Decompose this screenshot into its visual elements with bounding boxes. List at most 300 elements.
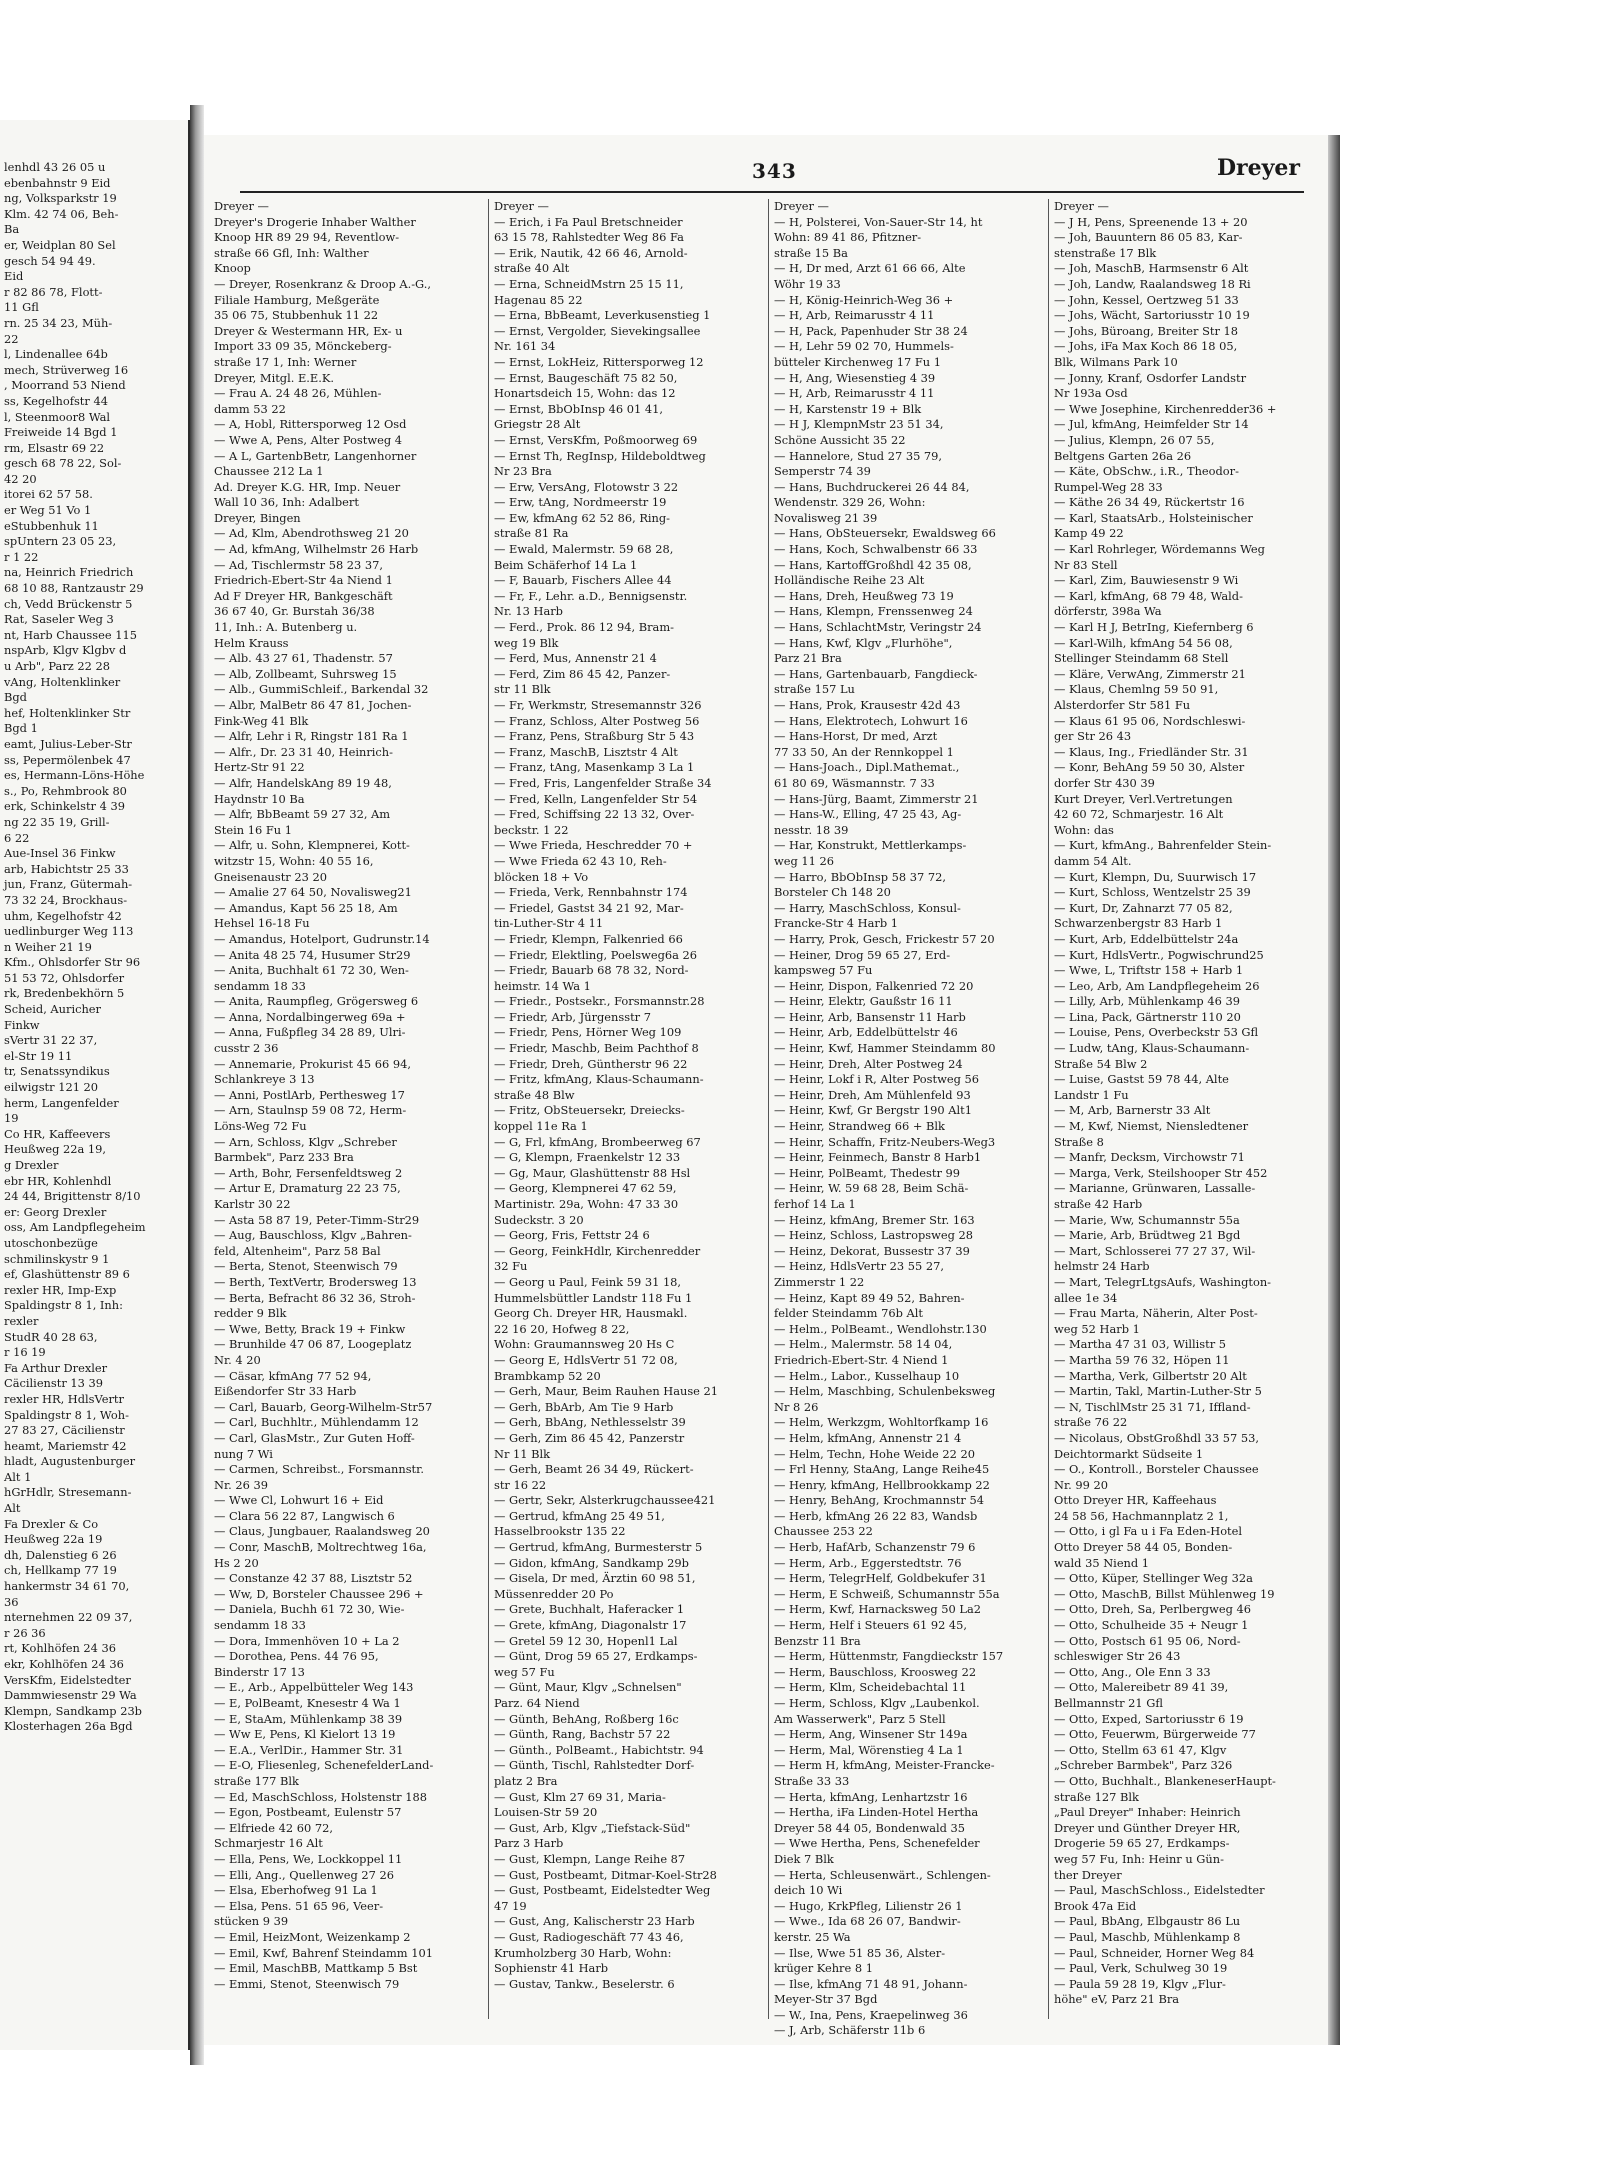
directory-entry: — Günth, BehAng, Roßberg 16c: [494, 1711, 679, 1726]
directory-entry: — Mart, Schlosserei 77 27 37, Wil-: [1054, 1243, 1256, 1258]
directory-entry: — Hans-Horst, Dr med, Arzt: [774, 729, 938, 744]
directory-entry: Wall 10 36, Inh: Adalbert: [214, 495, 359, 510]
directory-entry: — Gisela, Dr med, Ärztin 60 98 51,: [494, 1571, 696, 1586]
directory-entry: Nr 193a Osd: [1054, 386, 1128, 401]
facing-page-line: ekr, Kohlhöfen 24 36: [4, 1657, 124, 1671]
directory-entry: — Hertha, iFa Linden-Hotel Hertha: [774, 1805, 979, 1820]
directory-entry: — Wwe Hertha, Pens, Schenefelder: [774, 1836, 980, 1851]
column-entries: [214, 215, 482, 1993]
facing-page-line: Fa Drexler & Co: [4, 1516, 99, 1531]
directory-entry: — Klaus, Chemlng 59 50 91,: [1054, 682, 1219, 697]
facing-page-line: Aue-Insel 36 Finkw: [4, 846, 116, 861]
directory-entry: straße 157 Lu: [774, 682, 855, 697]
facing-page-line: u Arb", Parz 22 28: [4, 659, 111, 673]
directory-entry: — Claus, Jungbauer, Raalandsweg 20: [214, 1524, 430, 1539]
facing-page-line: uhm, Kegelhofstr 42: [4, 908, 122, 923]
directory-entry: — Wwe Frieda, Heschredder 70 +: [494, 838, 693, 853]
directory-entry: — Dora, Immenhöven 10 + La 2: [214, 1633, 400, 1648]
facing-page-line: ebr HR, Kohlenhdl: [4, 1173, 112, 1188]
directory-entry: Binderstr 17 13: [214, 1664, 305, 1679]
directory-entry: — Herm H, kfmAng, Meister-Francke-: [774, 1758, 995, 1773]
facing-page-line: Freiweide 14 Bgd 1: [4, 425, 118, 440]
directory-entry: Francke-Str 4 Harb 1: [774, 916, 898, 931]
directory-entry: — Otto, Dreh, Sa, Perlbergweg 46: [1054, 1602, 1251, 1617]
column-entries: [774, 215, 1042, 2039]
facing-page-line: Kfm., Ohlsdorfer Str 96: [4, 955, 141, 970]
directory-entry: — Brunhilde 47 06 87, Loogeplatz: [214, 1337, 412, 1352]
directory-entry: — Gust, Postbeamt, Eidelstedter Weg: [494, 1883, 711, 1898]
directory-entry: — Emil, Kwf, Bahrenf Steindamm 101: [214, 1945, 433, 1960]
page-edge: [1328, 135, 1340, 2045]
directory-entry: — Har, Konstrukt, Mettlerkamps-: [774, 838, 967, 853]
facing-page-line: heamt, Mariemstr 42: [4, 1438, 127, 1453]
directory-entry: — Karl-Wilh, kfmAng 54 56 08,: [1054, 635, 1233, 650]
directory-entry: — Friedr, Elektling, Poelsweg6a 26: [494, 947, 698, 962]
directory-entry: — Frau Marta, Näherin, Alter Post-: [1054, 1306, 1258, 1321]
directory-entry: — Kurt, Klempn, Du, Suurwisch 17: [1054, 869, 1257, 884]
facing-page-line: es, Hermann-Löns-Höhe: [4, 768, 145, 783]
directory-entry: — H J, KlempnMstr 23 51 34,: [774, 417, 944, 432]
directory-entry: — E., Arb., Appelbütteler Weg 143: [214, 1680, 414, 1695]
directory-entry: — Alfr, BbBeamt 59 27 32, Am: [214, 807, 391, 822]
directory-entry: — John, Kessel, Oertzweg 51 33: [1054, 292, 1239, 307]
column-header: Dreyer —: [774, 199, 829, 213]
directory-entry: — Heinr, Lokf i R, Alter Postweg 56: [774, 1072, 979, 1087]
directory-entry: — Käte, ObSchw., i.R., Theodor-: [1054, 464, 1239, 479]
directory-entry: Nr. 99 20: [1054, 1477, 1109, 1492]
directory-entry: — Paul, BbAng, Elbgaustr 86 Lu: [1054, 1914, 1241, 1929]
facing-page-line: Co HR, Kaffeevers: [4, 1126, 111, 1141]
directory-entry: — Erich, i Fa Paul Bretschneider: [494, 214, 683, 229]
directory-entry: — Otto, MaschB, Billst Mühlenweg 19: [1054, 1586, 1275, 1601]
directory-entry: kampsweg 57 Fu: [774, 963, 873, 978]
facing-page-line: Bgd: [4, 690, 27, 705]
directory-entry: — Cäsar, kfmAng 77 52 94,: [214, 1368, 372, 1383]
directory-entry: 11, Inh.: A. Butenberg u.: [214, 620, 358, 635]
directory-entry: straße 42 Harb: [1054, 1197, 1143, 1211]
directory-entry: Friedrich-Ebert-Str 4a Niend 1: [214, 573, 393, 588]
directory-entry: — Herm, Helf i Steuers 61 92 45,: [774, 1618, 968, 1633]
directory-entry: — Dorothea, Pens. 44 76 95,: [214, 1649, 379, 1664]
directory-entry: — Fred, Fris, Langenfelder Straße 34: [494, 775, 712, 790]
directory-entry: Novalisweg 21 39: [774, 510, 878, 525]
directory-entry: — M, Arb, Barnerstr 33 Alt: [1054, 1103, 1211, 1118]
directory-entry: Knoop HR 89 29 94, Reventlow-: [214, 230, 400, 245]
directory-entry: — Friedel, Gastst 34 21 92, Mar-: [494, 900, 684, 915]
directory-entry: — Clara 56 22 87, Langwisch 6: [214, 1508, 395, 1523]
directory-entry: 32 Fu: [494, 1259, 528, 1274]
directory-entry: — Elfriede 42 60 72,: [214, 1820, 334, 1835]
directory-entry: nesstr. 18 39: [774, 822, 849, 837]
directory-entry: — Paul, MaschSchloss., Eidelstedter: [1054, 1883, 1265, 1898]
directory-entry: — Ferd., Prok. 86 12 94, Bram-: [494, 620, 674, 635]
directory-entry: Hs 2 20: [214, 1555, 259, 1570]
directory-entry: Helm Krauss: [214, 635, 289, 650]
directory-entry: — Alfr, u. Sohn, Klempnerei, Kott-: [214, 838, 410, 853]
column-header: Dreyer —: [214, 199, 269, 213]
directory-entry: — H, Lehr 59 02 70, Hummels-: [774, 339, 954, 354]
directory-entry: Parz. 64 Niend: [494, 1696, 580, 1710]
directory-entry: — Otto, Stellm 63 61 47, Klgv: [1054, 1742, 1227, 1757]
directory-entry: — J H, Pens, Spreenende 13 + 20: [1054, 214, 1248, 229]
facing-page-line: rexler: [4, 1313, 39, 1328]
directory-entry: Martinistr. 29a, Wohn: 47 33 30: [494, 1197, 679, 1211]
directory-entry: — Georg E, HdlsVertr 51 72 08,: [494, 1352, 678, 1367]
directory-entry: — Johs, Büroang, Breiter Str 18: [1054, 323, 1239, 338]
directory-entry: — Emil, MaschBB, Mattkamp 5 Bst: [214, 1961, 418, 1976]
facing-page-line: eStubbenhuk 11: [4, 518, 99, 533]
directory-entry: straße 127 Blk: [1054, 1789, 1139, 1804]
directory-entry: — G, Klempn, Fraenkelstr 12 33: [494, 1150, 681, 1165]
directory-entry: Otto Dreyer 58 44 05, Bonden-: [1054, 1540, 1233, 1555]
directory-entry: — Georg, Klempnerei 47 62 59,: [494, 1181, 677, 1196]
directory-entry: — Kurt, Schloss, Wentzelstr 25 39: [1054, 885, 1251, 900]
directory-entry: — Carl, GlasMstr., Zur Guten Hoff-: [214, 1430, 415, 1445]
facing-page-line: Heußweg 22a 19,: [4, 1142, 107, 1157]
directory-entry: — Hans, KartoffGroßhdl 42 35 08,: [774, 557, 972, 572]
facing-page-line: jun, Franz, Gütermah-: [4, 877, 133, 892]
directory-entry: — Heinr, Dreh, Alter Postweg 24: [774, 1056, 963, 1071]
directory-entry: — Hans, Koch, Schwalbenstr 66 33: [774, 542, 978, 557]
directory-entry: — Fr, Werkmstr, Stresemannstr 326: [494, 698, 702, 712]
directory-entry: — Heinr, Elektr, Gaußstr 16 11: [774, 994, 953, 1009]
directory-entry: Beim Schäferhof 14 La 1: [494, 557, 638, 572]
directory-entry: — Julius, Klempn, 26 07 55,: [1054, 432, 1215, 447]
column-header: Dreyer —: [494, 199, 549, 213]
facing-page-line: , Moorrand 53 Niend: [4, 378, 126, 393]
directory-entry: — Ilse, kfmAng 71 48 91, Johann-: [774, 1976, 968, 1991]
directory-entry: — H, Pack, Papenhuder Str 38 24: [774, 323, 968, 338]
directory-entry: — Otto, Ang., Ole Enn 3 33: [1054, 1664, 1211, 1679]
directory-entry: — Marie, Ww, Schumannstr 55a: [1054, 1212, 1240, 1227]
facing-page-line: 27 83 27, Cäcilienstr: [4, 1423, 125, 1438]
directory-entry: — Herm, Klm, Scheidebachtal 11: [774, 1680, 967, 1695]
directory-entry: straße 40 Alt: [494, 261, 570, 276]
directory-entry: — Arth, Bohr, Fersenfeldtsweg 2: [214, 1165, 403, 1180]
directory-entry: witzstr 15, Wohn: 40 55 16,: [214, 853, 374, 868]
directory-entry: Nr 11 Blk: [494, 1446, 551, 1461]
facing-page-line: Fa Arthur Drexler: [4, 1360, 108, 1375]
facing-page-line: 6 22: [4, 830, 30, 845]
facing-page-line: mech, Strüverweg 16: [4, 362, 129, 377]
directory-entry: Eißendorfer Str 33 Harb: [214, 1384, 357, 1399]
directory-entry: — Kurt, kfmAng., Bahrenfelder Stein-: [1054, 838, 1272, 853]
directory-entry: — Heinz, Dekorat, Bussestr 37 39: [774, 1243, 970, 1258]
directory-entry: — Wwe, L, Triftstr 158 + Harb 1: [1054, 963, 1244, 978]
directory-entry: Am Wasserwerk", Parz 5 Stell: [774, 1711, 946, 1726]
directory-entry: — H, Ang, Wiesenstieg 4 39: [774, 370, 936, 385]
directory-entry: Dreyer's Drogerie Inhaber Walther: [214, 214, 416, 229]
directory-entry: — Heiner, Drog 59 65 27, Erd-: [774, 947, 951, 962]
directory-entry: — Ludw, tAng, Klaus-Schaumann-: [1054, 1041, 1250, 1056]
directory-entry: — E, StaAm, Mühlenkamp 38 39: [214, 1711, 403, 1726]
directory-entry: Meyer-Str 37 Bgd: [774, 1992, 878, 2007]
directory-entry: 61 80 69, Wäsmannstr. 7 33: [774, 775, 935, 790]
directory-entry: — Gertrud, kfmAng, Burmesterstr 5: [494, 1540, 703, 1555]
facing-page-line: oss, Am Landpflegeheim: [4, 1220, 146, 1235]
directory-entry: weg 11 26: [774, 853, 835, 868]
directory-entry: — Gertrud, kfmAng 25 49 51,: [494, 1508, 665, 1523]
directory-entry: — Ernst, VersKfm, Poßmoorweg 69: [494, 432, 698, 447]
directory-entry: Krumholzberg 30 Harb, Wohn:: [494, 1945, 672, 1960]
directory-entry: — Hans, Dreh, Heußweg 73 19: [774, 588, 954, 603]
directory-entry: Borsteler Ch 148 20: [774, 885, 891, 900]
directory-entry: höhe" eV, Parz 21 Bra: [1054, 1992, 1180, 2007]
directory-entry: — Grete, kfmAng, Diagonalstr 17: [494, 1618, 687, 1633]
directory-entry: — Egon, Postbeamt, Eulenstr 57: [214, 1805, 402, 1820]
directory-entry: Dreyer und Günther Dreyer HR,: [1054, 1820, 1241, 1835]
directory-entry: — A L, GartenbBetr, Langenhorner: [214, 448, 417, 463]
directory-entry: — Wwe, Betty, Brack 19 + Finkw: [214, 1321, 406, 1336]
directory-entry: — Amandus, Hotelport, Gudrunstr.14: [214, 931, 430, 946]
directory-entry: 24 58 56, Hachmannplatz 2 1,: [1054, 1508, 1229, 1523]
facing-page-line: 73 32 24, Brockhaus-: [4, 892, 128, 907]
directory-entry: — Jul, kfmAng, Heimfelder Str 14: [1054, 417, 1249, 432]
directory-entry: damm 54 Alt.: [1054, 853, 1132, 868]
directory-entry: — Günt, Drog 59 65 27, Erdkamps-: [494, 1649, 698, 1664]
directory-entry: — Hannelore, Stud 27 35 79,: [774, 448, 943, 463]
facing-page-line: Rat, Saseler Weg 3: [4, 612, 114, 627]
directory-entry: — Heinz, Kapt 89 49 52, Bahren-: [774, 1290, 965, 1305]
directory-entry: Ad F Dreyer HR, Bankgeschäft: [214, 588, 393, 603]
directory-entry: — Hans-Joach., Dipl.Mathemat.,: [774, 760, 960, 775]
facing-page-line: hankermstr 34 61 70,: [4, 1579, 130, 1594]
directory-entry: Wohn: 89 41 86, Pfitzner-: [774, 230, 922, 245]
facing-page-line: l, Lindenallee 64b: [4, 347, 108, 362]
directory-entry: Sophienstr 41 Harb: [494, 1961, 609, 1976]
directory-entry: — Heinr, Feinmech, Banstr 8 Harb1: [774, 1150, 982, 1165]
directory-entry: — Anita, Buchhalt 61 72 30, Wen-: [214, 963, 409, 978]
facing-page-line: Spaldingstr 8 1, Woh-: [4, 1407, 129, 1422]
directory-entry: — Heinr, PolBeamt, Thedestr 99: [774, 1165, 961, 1180]
directory-entry: Diek 7 Blk: [774, 1851, 834, 1866]
directory-entry: Hummelsbüttler Landstr 118 Fu 1: [494, 1290, 693, 1305]
directory-entry: — Herb, kfmAng 26 22 83, Wandsb: [774, 1508, 978, 1523]
facing-page-line: nternehmen 22 09 37,: [4, 1610, 133, 1625]
directory-entry: — Herm, TelegrHelf, Goldbekufer 31: [774, 1571, 987, 1586]
directory-entry: — Heinz, HdlsVertr 23 55 27,: [774, 1259, 944, 1274]
directory-entry: sendamm 18 33: [214, 978, 306, 993]
facing-page-line: ef, Glashüttenstr 89 6: [4, 1267, 130, 1282]
directory-entry: redder 9 Blk: [214, 1306, 287, 1321]
directory-entry: Wohn: das: [1054, 822, 1114, 837]
facing-page-line: Ba: [4, 222, 20, 237]
directory-entry: — Helm, Techn, Hohe Weide 22 20: [774, 1446, 976, 1461]
facing-page-line: eamt, Julius-Leber-Str: [4, 736, 132, 751]
facing-page-line: s., Po, Rehmbrook 80: [4, 783, 127, 798]
directory-entry: — Gust, Radiogeschäft 77 43 46,: [494, 1929, 684, 1944]
directory-entry: — Fr, F., Lehr. a.D., Bennigsenstr.: [494, 588, 688, 603]
directory-entry: Holländische Reihe 23 Alt: [774, 573, 925, 588]
directory-entry: — Wwe Cl, Lohwurt 16 + Eid: [214, 1493, 384, 1508]
directory-entry: — Otto, Buchhalt., BlankeneserHaupt-: [1054, 1773, 1276, 1788]
directory-entry: — Otto, i gl Fa u i Fa Eden-Hotel: [1054, 1524, 1243, 1539]
facing-page-line: Klempn, Sandkamp 23b: [4, 1703, 142, 1718]
directory-entry: — Albr, MalBetr 86 47 81, Jochen-: [214, 698, 412, 712]
directory-entry: — Otto, Schulheide 35 + Neugr 1: [1054, 1618, 1249, 1633]
directory-entry: Alsterdorfer Str 581 Fu: [1054, 698, 1191, 712]
directory-entry: Karlstr 30 22: [214, 1197, 291, 1211]
directory-entry: — Erna, SchneidMstrn 25 15 11,: [494, 276, 684, 291]
facing-page-line: rt, Kohlhöfen 24 36: [4, 1641, 117, 1656]
facing-page-line: spUntern 23 05 23,: [4, 534, 117, 549]
facing-page-line: erk, Schinkelstr 4 39: [4, 799, 125, 814]
facing-page-line: 22: [4, 331, 19, 346]
directory-entry: Landstr 1 Fu: [1054, 1087, 1129, 1102]
facing-page-line: Bgd 1: [4, 721, 38, 736]
directory-entry: Chaussee 253 22: [774, 1524, 873, 1539]
directory-entry: — Otto, Küper, Stellinger Weg 32a: [1054, 1571, 1253, 1586]
directory-entry: „Paul Dreyer" Inhaber: Heinrich: [1054, 1805, 1241, 1820]
directory-entry: — Georg, FeinkHdlr, Kirchenredder: [494, 1243, 701, 1258]
facing-page-line: 24 44, Brigittenstr 8/10: [4, 1189, 141, 1204]
directory-entry: heimstr. 14 Wa 1: [494, 978, 591, 993]
directory-entry: Nr 83 Stell: [1054, 557, 1118, 572]
directory-entry: Georg Ch. Dreyer HR, Hausmakl.: [494, 1306, 688, 1321]
directory-entry: Barmbek", Parz 233 Bra: [214, 1150, 354, 1165]
directory-entry: — Friedr., Postsekr., Forsmannstr.28: [494, 994, 705, 1009]
running-head: Dreyer: [1216, 155, 1300, 181]
directory-entry: — Helm, Maschbing, Schulenbeksweg: [774, 1384, 996, 1399]
directory-entry: Brook 47a Eid: [1054, 1898, 1137, 1913]
directory-entry: Kurt Dreyer, Verl.Vertretungen: [1054, 791, 1233, 806]
directory-entry: Schmarjestr 16 Alt: [214, 1836, 323, 1851]
facing-page-line: r 82 86 78, Flott-: [4, 284, 103, 299]
directory-entry: — Ad, Klm, Abendrothsweg 21 20: [214, 526, 409, 541]
directory-entry: — Aug, Bauschloss, Klgv „Bahren-: [214, 1228, 412, 1243]
directory-entry: Sudeckstr. 3 20: [494, 1212, 584, 1227]
directory-entry: Straße 54 Blw 2: [1054, 1056, 1148, 1071]
directory-entry: — Hans, ObSteuersekr, Ewaldsweg 66: [774, 526, 996, 541]
facing-page-line: el-Str 19 11: [4, 1048, 73, 1063]
directory-entry: — Emmi, Stenot, Steenwisch 79: [214, 1976, 400, 1991]
directory-entry: straße 81 Ra: [494, 526, 569, 541]
directory-entry: — Gust, Klm 27 69 31, Maria-: [494, 1789, 666, 1804]
column-divider: [768, 199, 769, 2019]
directory-entry: Zimmerstr 1 22: [774, 1274, 865, 1289]
directory-entry: Stein 16 Fu 1: [214, 822, 292, 837]
directory-entry: — Franz, Schloss, Alter Postweg 56: [494, 713, 700, 728]
directory-entry: Import 33 09 35, Mönckeberg-: [214, 339, 392, 354]
facing-page-text: [4, 160, 184, 2040]
directory-entry: — Nicolaus, ObstGroßhdl 33 57 53,: [1054, 1430, 1260, 1445]
directory-entry: felder Steindamm 76b Alt: [774, 1306, 923, 1321]
column-2: [494, 199, 762, 2019]
directory-entry: — Hans, Buchdruckerei 26 44 84,: [774, 479, 970, 494]
directory-entry: — Herm, Kwf, Harnacksweg 50 La2: [774, 1602, 982, 1617]
facing-page-line: vAng, Holtenklinker: [4, 674, 121, 689]
directory-entry: straße 76 22: [1054, 1415, 1128, 1430]
directory-entry: — Ww, D, Borsteler Chaussee 296 +: [214, 1586, 424, 1601]
directory-entry: — Heinr, Kwf, Hammer Steindamm 80: [774, 1041, 996, 1056]
directory-entry: — Conr, MaschB, Moltrechtweg 16a,: [214, 1540, 427, 1555]
facing-page-line: rk, Bredenbekhörn 5: [4, 986, 125, 1001]
column-1: [214, 199, 482, 2019]
directory-entry: Schlankreye 3 13: [214, 1072, 315, 1087]
directory-entry: — M, Kwf, Niemst, Niensledtener: [1054, 1119, 1249, 1134]
directory-entry: Deichtormarkt Südseite 1: [1054, 1446, 1204, 1461]
facing-page-line: itorei 62 57 58.: [4, 487, 93, 502]
directory-entry: — Hans-Jürg, Baamt, Zimmerstr 21: [774, 791, 979, 806]
directory-entry: — Herm, Schloss, Klgv „Laubenkol.: [774, 1696, 980, 1710]
directory-entry: Hertz-Str 91 22: [214, 760, 305, 775]
directory-entry: — Franz, MaschB, Lisztstr 4 Alt: [494, 744, 678, 759]
directory-entry: Knoop: [214, 261, 251, 276]
directory-entry: Honartsdeich 15, Wohn: das 12: [494, 386, 676, 401]
directory-entry: — Daniela, Buchh 61 72 30, Wie-: [214, 1602, 405, 1617]
directory-entry: Straße 33 33: [774, 1773, 850, 1788]
directory-entry: — Ferd, Zim 86 45 42, Panzer-: [494, 666, 671, 681]
directory-entry: — Paul, Verk, Schulweg 30 19: [1054, 1961, 1228, 1976]
column-4: [1054, 199, 1320, 2019]
directory-entry: — Kurt, HdlsVertr., Pogwischrund25: [1054, 947, 1264, 962]
directory-entry: — W., Ina, Pens, Kraepelinweg 36: [774, 2007, 968, 2022]
directory-entry: — Heinr, Arb, Eddelbüttelstr 46: [774, 1025, 958, 1040]
directory-entry: cusstr 2 36: [214, 1041, 279, 1056]
directory-entry: — Georg u Paul, Feink 59 31 18,: [494, 1274, 682, 1289]
directory-entry: — Harro, BbObInsp 58 37 72,: [774, 869, 946, 884]
facing-page-line: VersKfm, Eidelstedter: [4, 1672, 131, 1687]
directory-entry: Bellmannstr 21 Gfl: [1054, 1696, 1163, 1710]
facing-page-line: er: Georg Drexler: [4, 1204, 107, 1219]
directory-entry: — Luise, Gastst 59 78 44, Alte: [1054, 1072, 1229, 1087]
directory-entry: — Heinr, W. 59 68 28, Beim Schä-: [774, 1181, 969, 1196]
directory-entry: — Hans, Gartenbauarb, Fangdieck-: [774, 666, 978, 681]
directory-entry: — Carl, Bauarb, Georg-Wilhelm-Str57: [214, 1399, 433, 1414]
directory-entry: — E-O, Fliesenleg, SchenefelderLand-: [214, 1758, 434, 1773]
directory-entry: 42 60 72, Schmarjestr. 16 Alt: [1054, 807, 1224, 822]
directory-entry: Semperstr 74 39: [774, 464, 871, 479]
directory-entry: Müssenredder 20 Po: [494, 1586, 614, 1601]
directory-entry: — Helm., Malermstr. 58 14 04,: [774, 1337, 953, 1352]
directory-entry: — Jonny, Kranf, Osdorfer Landstr: [1054, 370, 1247, 385]
directory-entry: — Berta, Stenot, Steenwisch 79: [214, 1259, 398, 1274]
directory-entry: — Georg, Fris, Fettstr 24 6: [494, 1228, 650, 1243]
directory-entry: — Franz, tAng, Masenkamp 3 La 1: [494, 760, 695, 775]
directory-entry: — Martha 47 31 03, Willistr 5: [1054, 1337, 1227, 1352]
directory-entry: — Alfr., Dr. 23 31 40, Heinrich-: [214, 744, 393, 759]
directory-entry: — Ferd, Mus, Annenstr 21 4: [494, 651, 657, 666]
directory-entry: — E, PolBeamt, Knesestr 4 Wa 1: [214, 1696, 401, 1710]
directory-entry: straße 15 Ba: [774, 245, 848, 260]
facing-page-line: ch, Hellkamp 77 19: [4, 1563, 117, 1578]
directory-entry: — Manfr, Decksm, Virchowstr 71: [1054, 1150, 1245, 1165]
directory-entry: — Erw, VersAng, Flotowstr 3 22: [494, 479, 679, 494]
directory-entry: — Herta, kfmAng, Lenhartzstr 16: [774, 1789, 968, 1804]
directory-entry: feld, Altenheim", Parz 58 Bal: [214, 1243, 381, 1258]
directory-entry: — F, Bauarb, Fischers Allee 44: [494, 573, 672, 588]
directory-entry: koppel 11e Ra 1: [494, 1119, 588, 1134]
directory-entry: — Joh, Landw, Raalandsweg 18 Ri: [1054, 276, 1251, 291]
directory-entry: — Kläre, VerwAng, Zimmerstr 21: [1054, 666, 1246, 681]
directory-entry: ther Dreyer: [1054, 1867, 1122, 1882]
directory-entry: Griegstr 28 Alt: [494, 417, 581, 432]
directory-entry: — Karl, kfmAng, 68 79 48, Wald-: [1054, 588, 1243, 603]
directory-entry: — Berta, Befracht 86 32 36, Stroh-: [214, 1290, 416, 1305]
directory-entry: 36 67 40, Gr. Burstah 36/38: [214, 604, 375, 619]
directory-entry: Haydnstr 10 Ba: [214, 791, 305, 806]
directory-entry: — Friedr, Bauarb 68 78 32, Nord-: [494, 963, 689, 978]
directory-entry: weg 57 Fu, Inh: Heinr u Gün-: [1054, 1851, 1224, 1866]
directory-entry: Rumpel-Weg 28 33: [1054, 479, 1163, 494]
directory-entry: Dreyer, Bingen: [214, 510, 301, 525]
directory-entry: — H, Karstenstr 19 + Blk: [774, 401, 922, 416]
directory-entry: — Joh, MaschB, Harmsenstr 6 Alt: [1054, 261, 1249, 276]
directory-entry: — Hans, Elektrotech, Lohwurt 16: [774, 713, 968, 728]
page-number: 343: [752, 159, 797, 183]
directory-entry: Filiale Hamburg, Meßgeräte: [214, 292, 380, 307]
directory-entry: Friedrich-Ebert-Str. 4 Niend 1: [774, 1352, 949, 1367]
